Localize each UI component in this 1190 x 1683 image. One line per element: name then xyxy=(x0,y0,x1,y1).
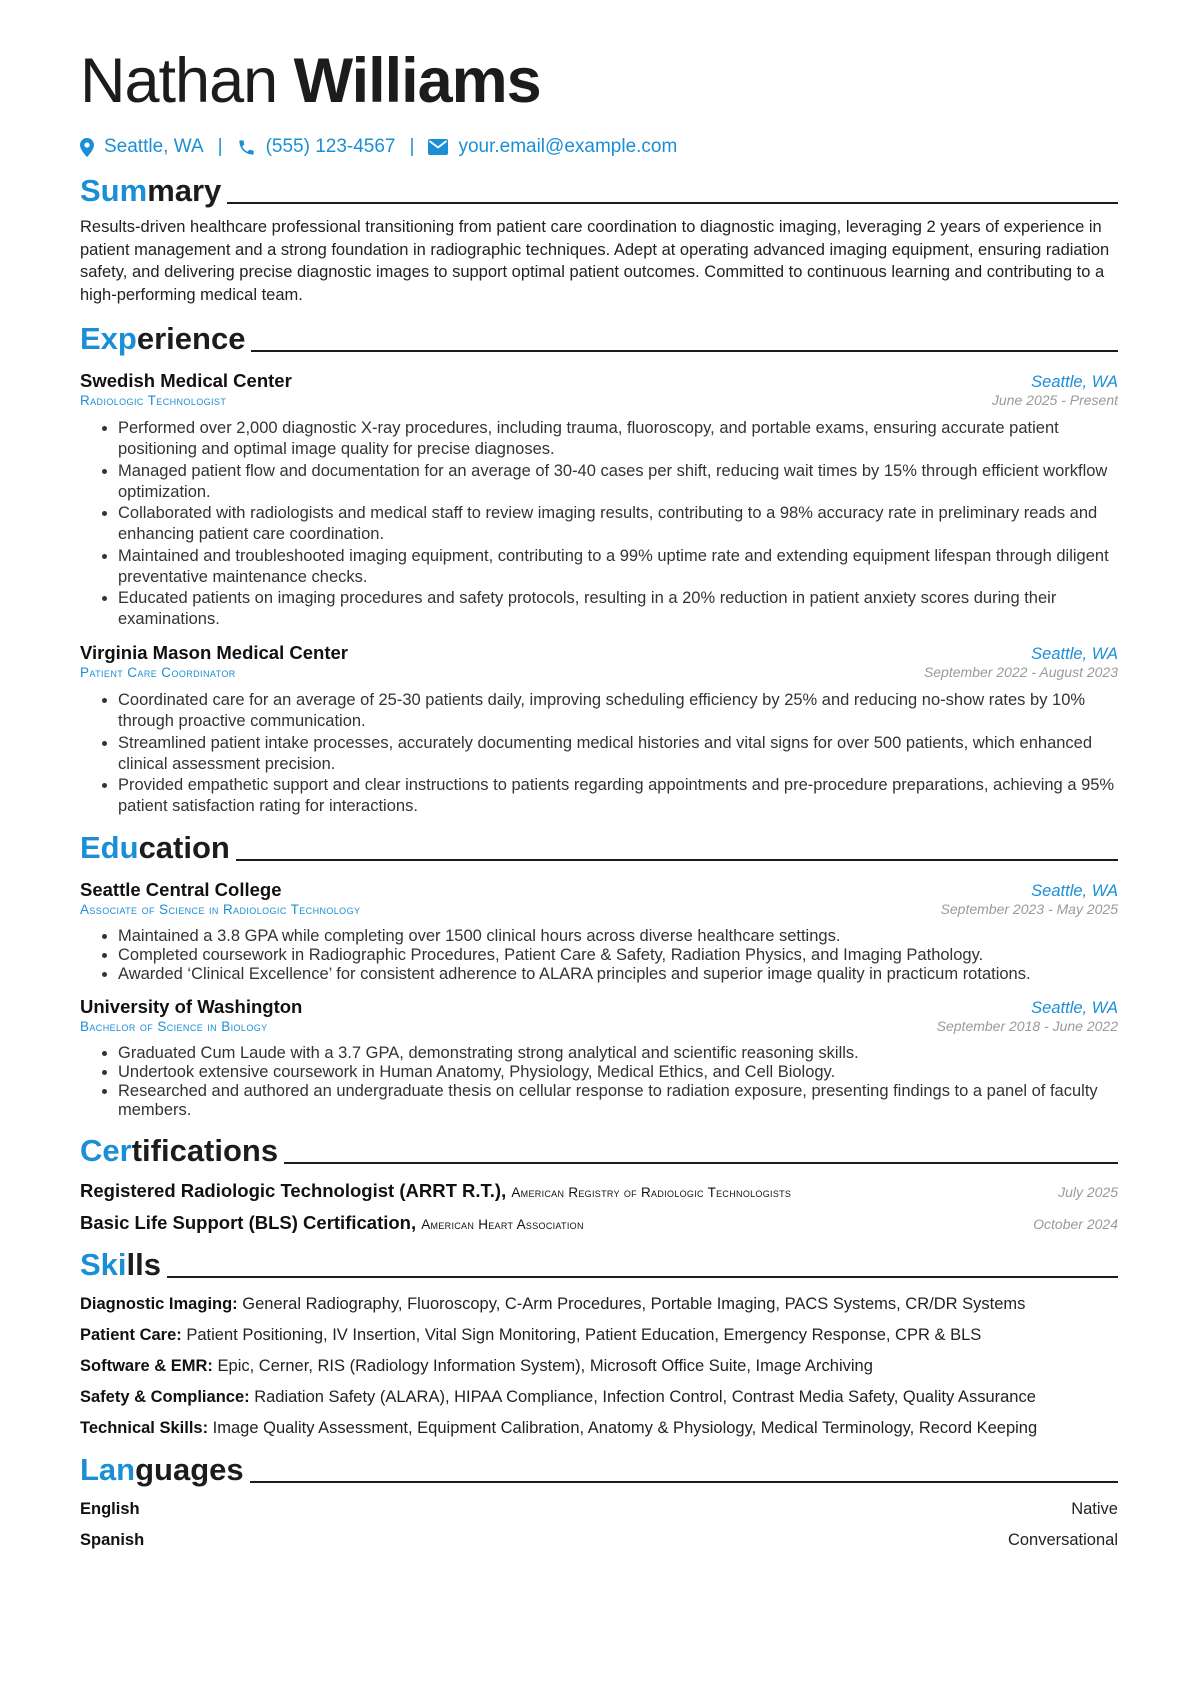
contact-separator: | xyxy=(217,136,223,157)
last-name: Williams xyxy=(293,46,541,116)
bullet-item: • Collaborated with radiologists and medical staff to review imaging results, contributing to a 98% accuracy rate in preliminary reads and enhancing patient care coordination. xyxy=(118,503,1118,545)
summary-text: Results-driven healthcare professional transitioning from patient care coordination to diagnostic imaging, leveraging 2 years of experience in patient management and a strong foundation in radiographic techniques. Adept at operating advanced imaging equipment, ensuring radiation safety, and delivering precise diagnostic images to support optimal patient outcomes. Committed to continuous learning and contributing to a high-performing medical team. xyxy=(80,218,1110,304)
heading-rest: erience xyxy=(136,321,246,356)
degree-title: Bachelor of Science in Biology xyxy=(80,1019,268,1034)
employer-name: Virginia Mason Medical Center xyxy=(80,642,348,663)
skill-value: General Radiography, Fluoroscopy, C-Arm Procedures, Portable Imaging, PACS Systems, CR/DR Systems xyxy=(242,1295,1026,1313)
certification-item: Basic Life Support (BLS) Certification, American Heart Association October 2024 xyxy=(80,1212,1118,1233)
bullet-item: • Completed coursework in Radiographic Procedures, Patient Care & Safety, Radiation Physics, and Imaging Pathology. xyxy=(118,946,1118,965)
education-heading xyxy=(80,827,1118,867)
job-title: Patient Care Coordinator xyxy=(80,665,236,680)
skill-row xyxy=(80,1324,1118,1346)
candidate-name xyxy=(80,40,1118,122)
certification-name: Registered Radiologic Technologist (ARRT R.T.) xyxy=(80,1180,502,1201)
certification-issuer: American Heart Association xyxy=(421,1217,584,1232)
heading-rule xyxy=(284,1162,1118,1164)
skill-value: Radiation Safety (ALARA), HIPAA Compliance, Infection Control, Contrast Media Safety, Quality Assurance xyxy=(254,1388,1036,1406)
bullet-list xyxy=(80,927,1118,984)
entry-location: Seattle, WA xyxy=(1031,373,1118,391)
bullet-item: • Awarded ‘Clinical Excellence’ for consistent adherence to ALARA principles and superior image quality in practicum rotations. xyxy=(118,965,1118,984)
entry-dates: June 2025 - Present xyxy=(991,392,1118,408)
skill-label: Technical Skills: xyxy=(80,1419,209,1437)
certification-date: July 2025 xyxy=(1058,1184,1118,1200)
language-name: Spanish xyxy=(80,1531,145,1549)
entry-location: Seattle, WA xyxy=(1031,882,1118,900)
entry-location: Seattle, WA xyxy=(1031,645,1118,663)
experience-entry xyxy=(80,642,1118,817)
bullet-item: • Streamlined patient intake processes, accurately documenting medical histories and vital signs for over 500 patients, which enhanced clinical assessment precision. xyxy=(118,733,1118,775)
summary-heading xyxy=(80,170,1118,210)
entry-dates: September 2022 - August 2023 xyxy=(923,664,1118,680)
heading-accent: Lan xyxy=(80,1452,136,1487)
heading-rest: guages xyxy=(135,1452,244,1487)
heading-rule xyxy=(250,1481,1118,1483)
education-entry xyxy=(80,879,1118,984)
education-entry xyxy=(80,996,1118,1120)
certification-date: October 2024 xyxy=(1033,1216,1118,1232)
certification-item: Registered Radiologic Technologist (ARRT R.T.), American Registry of Radiologic Technologists July 2025 xyxy=(80,1180,1118,1201)
bullet-item: • Performed over 2,000 diagnostic X-ray procedures, including trauma, fluoroscopy, and portable exams, ensuring accurate patient positioning and optimal image quality for precise diagnoses. xyxy=(118,418,1118,460)
certification-name: Basic Life Support (BLS) Certification xyxy=(80,1212,411,1233)
heading-accent: Cer xyxy=(80,1133,132,1168)
skill-row xyxy=(80,1355,1118,1377)
skill-value: Patient Positioning, IV Insertion, Vital Sign Monitoring, Patient Education, Emergency Response, CPR & BLS xyxy=(186,1326,982,1344)
heading-rule xyxy=(251,350,1118,352)
phone-icon xyxy=(237,138,256,157)
bullet-item: • Coordinated care for an average of 25-30 patients daily, improving scheduling efficiency by 25% and reducing no-show rates by 10% through proactive communication. xyxy=(118,690,1118,732)
heading-rule xyxy=(167,1276,1118,1278)
skill-row xyxy=(80,1293,1118,1315)
entry-dates: September 2018 - June 2022 xyxy=(936,1018,1118,1034)
bullet-item: • Maintained and troubleshooted imaging equipment, contributing to a 99% uptime rate and extending equipment lifespan through diligent preventative maintenance checks. xyxy=(118,546,1118,588)
resume-page xyxy=(80,40,1118,1551)
location-text: Seattle, WA xyxy=(104,136,204,157)
language-level: Conversational xyxy=(1007,1531,1118,1549)
heading-rule xyxy=(227,202,1118,204)
language-row xyxy=(80,1498,1118,1520)
school-name: Seattle Central College xyxy=(80,879,282,900)
certifications-heading xyxy=(80,1130,1118,1170)
bullet-item: • Managed patient flow and documentation for an average of 30-40 cases per shift, reducing wait times by 15% through efficient workflow optimization. xyxy=(118,461,1118,503)
bullet-list xyxy=(80,690,1118,817)
bullet-item: • Undertook extensive coursework in Human Anatomy, Physiology, Medical Ethics, and Cell Biology. xyxy=(118,1063,1118,1082)
heading-accent: Edu xyxy=(80,830,139,865)
language-name: English xyxy=(80,1500,140,1518)
heading-rule xyxy=(236,859,1118,861)
degree-title: Associate of Science in Radiologic Technology xyxy=(80,902,361,917)
skills-heading xyxy=(80,1244,1118,1284)
entry-dates: September 2023 - May 2025 xyxy=(940,901,1118,917)
bullet-item: • Researched and authored an undergraduate thesis on cellular response to radiation exposure, presenting findings to a panel of faculty members. xyxy=(118,1082,1118,1120)
first-name: Nathan xyxy=(80,46,278,116)
heading-accent: Exp xyxy=(80,321,137,356)
heading-rest: mary xyxy=(147,173,222,208)
contact-location xyxy=(80,136,204,158)
heading-rest: cation xyxy=(138,830,230,865)
skill-label: Safety & Compliance: xyxy=(80,1388,250,1406)
envelope-icon xyxy=(428,139,448,155)
job-title: Radiologic Technologist xyxy=(80,393,227,408)
skill-row xyxy=(80,1386,1118,1408)
bullet-item: • Educated patients on imaging procedures and safety protocols, resulting in a 20% reduction in patient anxiety scores during their examinations. xyxy=(118,588,1118,630)
bullet-item: • Provided empathetic support and clear instructions to patients regarding appointments and pre-procedure preparations, achieving a 95% patient satisfaction rating for interactions. xyxy=(118,775,1118,817)
bullet-item: • Maintained a 3.8 GPA while completing over 1500 clinical hours across diverse healthcare settings. xyxy=(118,927,1118,946)
contact-bar xyxy=(80,134,1118,160)
languages-heading xyxy=(80,1449,1118,1489)
map-pin-icon xyxy=(80,138,94,157)
bullet-item: • Graduated Cum Laude with a 3.7 GPA, demonstrating strong analytical and scientific reasoning skills. xyxy=(118,1044,1118,1063)
contact-email[interactable] xyxy=(428,136,677,158)
certification-issuer: American Registry of Radiologic Technologists xyxy=(511,1185,792,1200)
heading-accent: Sum xyxy=(80,173,148,208)
contact-separator: | xyxy=(409,136,415,157)
phone-text: (555) 123-4567 xyxy=(265,136,396,157)
heading-rest: tifications xyxy=(131,1133,279,1168)
bullet-list xyxy=(80,1044,1118,1120)
bullet-list xyxy=(80,418,1118,630)
skill-label: Software & EMR: xyxy=(80,1357,213,1375)
heading-rest: lls xyxy=(126,1247,161,1282)
heading-accent: Ski xyxy=(80,1247,127,1282)
email-link[interactable]: your.email@example.com xyxy=(458,136,678,157)
employer-name: Swedish Medical Center xyxy=(80,370,292,391)
skill-label: Diagnostic Imaging: xyxy=(80,1295,238,1313)
experience-entry xyxy=(80,370,1118,630)
skill-label: Patient Care: xyxy=(80,1326,182,1344)
skill-value: Epic, Cerner, RIS (Radiology Information System), Microsoft Office Suite, Image Archiving xyxy=(217,1357,873,1375)
language-level: Native xyxy=(1071,1500,1118,1518)
language-row xyxy=(80,1529,1118,1551)
skill-value: Image Quality Assessment, Equipment Calibration, Anatomy & Physiology, Medical Terminology, Record Keeping xyxy=(212,1419,1038,1437)
skill-row xyxy=(80,1417,1118,1439)
experience-heading xyxy=(80,318,1118,358)
school-name: University of Washington xyxy=(80,996,303,1017)
contact-phone[interactable] xyxy=(237,136,396,158)
entry-location: Seattle, WA xyxy=(1031,999,1118,1017)
